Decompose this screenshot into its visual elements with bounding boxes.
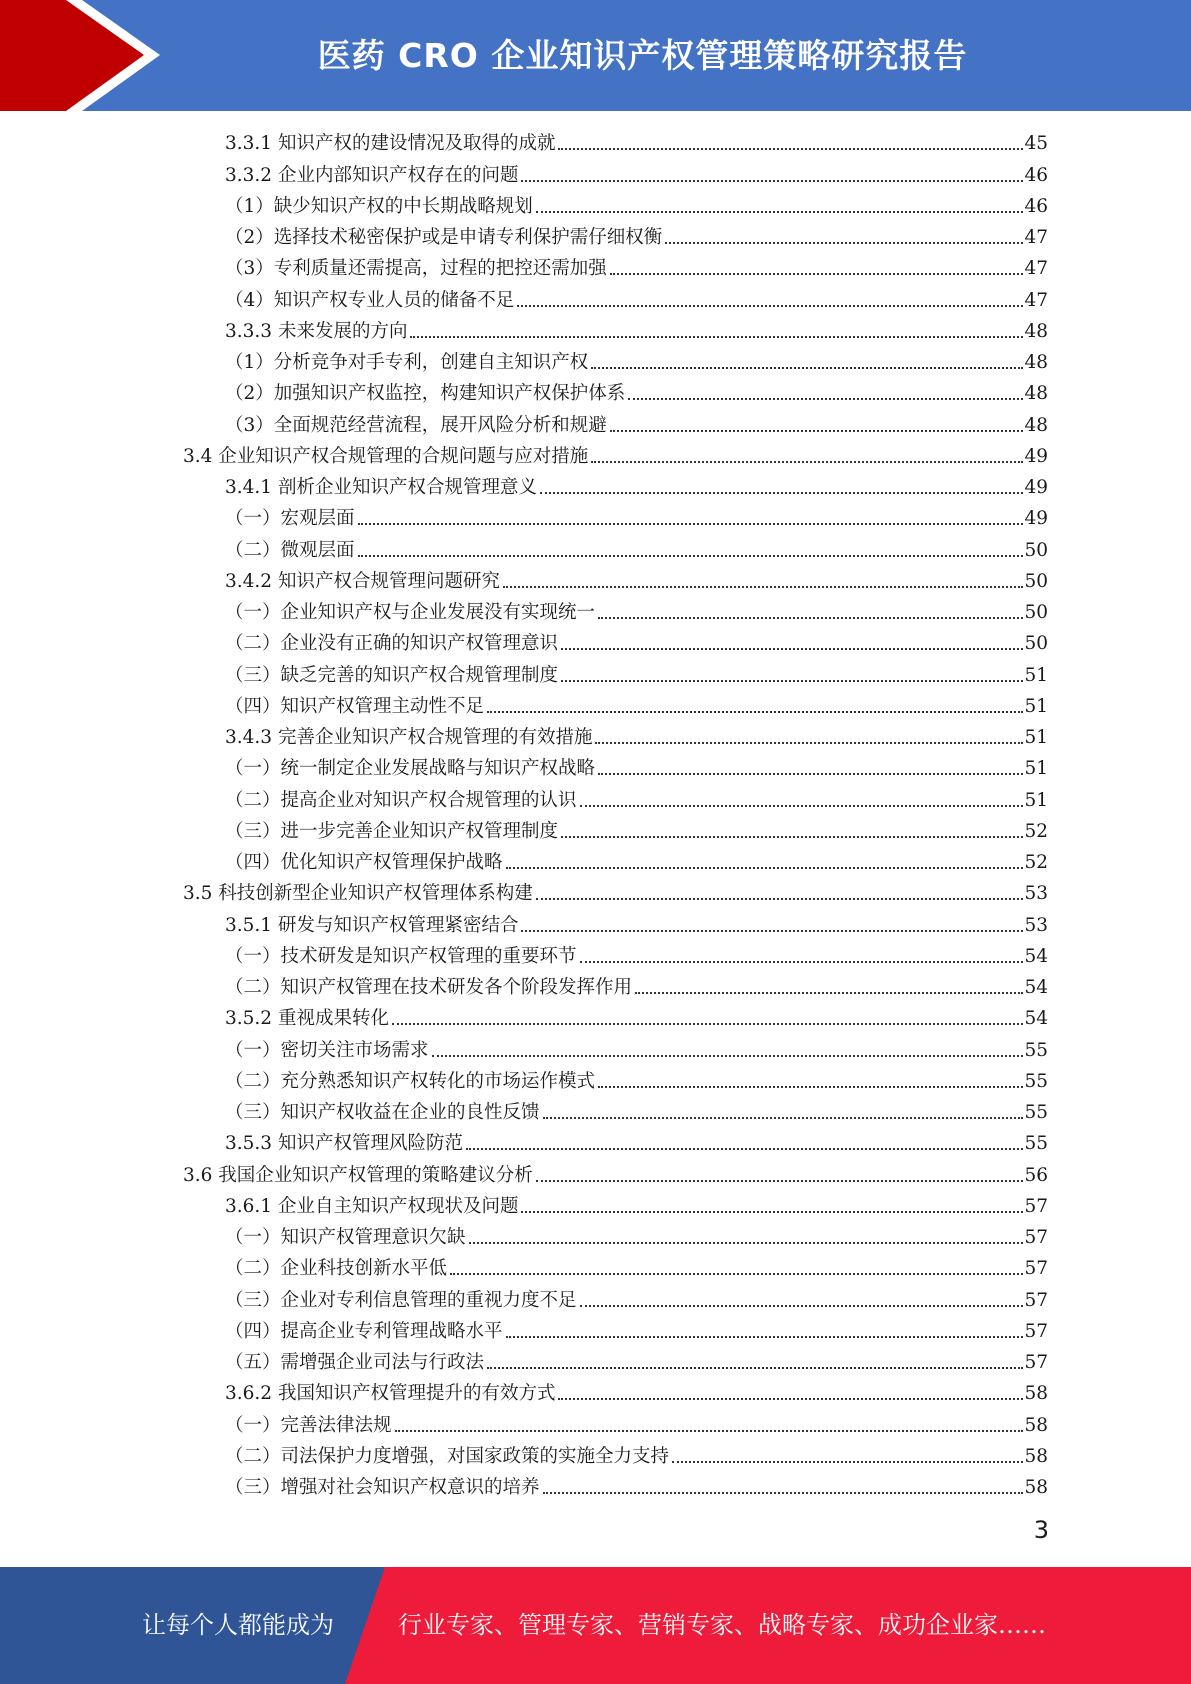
toc-entry[interactable]	[0, 470, 1191, 501]
toc-entry-page: 58	[1024, 1383, 1048, 1405]
toc-entry-page: 46	[1024, 164, 1048, 186]
toc-entry-title: 3.5 科技创新型企业知识产权管理体系构建	[183, 883, 533, 905]
toc-entry[interactable]	[0, 720, 1191, 751]
toc-entry-page: 53	[1024, 883, 1048, 905]
toc-entry-title: （三）企业对专利信息管理的重视力度不足	[225, 1289, 577, 1311]
toc-entry[interactable]	[0, 282, 1191, 313]
toc-entry-title: （二）企业没有正确的知识产权管理意识	[225, 633, 559, 655]
toc-entry-page: 55	[1024, 1133, 1048, 1155]
toc-entry-title: （四）提高企业专利管理战略水平	[225, 1320, 503, 1342]
toc-entry-page: 52	[1024, 820, 1048, 842]
toc-entry-title: 3.4 企业知识产权合规管理的合规问题与应对措施	[183, 445, 589, 467]
toc-entry[interactable]	[0, 376, 1191, 407]
toc-dot-leader	[543, 1492, 1024, 1494]
toc-entry[interactable]	[0, 189, 1191, 220]
toc-dot-leader	[432, 1055, 1024, 1057]
header-red-arrow	[0, 0, 150, 111]
toc-entry-title: 3.4.2 知识产权合规管理问题研究	[225, 570, 500, 592]
toc-entry-page: 49	[1024, 477, 1048, 498]
toc-entry-title: 3.6.1 企业自主知识产权现状及问题	[225, 1195, 519, 1217]
toc-entry-title: （一）宏观层面	[225, 508, 355, 530]
page-header	[0, 0, 1191, 111]
toc-entry[interactable]	[0, 876, 1191, 907]
toc-entry-page: 57	[1024, 1352, 1048, 1373]
toc-entry-page: 46	[1024, 195, 1048, 217]
toc-entry-title: 3.5.2 重视成果转化	[225, 1008, 389, 1030]
toc-entry-page: 49	[1024, 445, 1048, 467]
toc-entry-title: （二）充分熟悉知识产权转化的市场运作模式	[225, 1070, 596, 1092]
toc-entry-page: 54	[1024, 977, 1048, 998]
toc-entry[interactable]	[0, 439, 1191, 470]
toc-dot-leader	[536, 898, 1024, 900]
toc-dot-leader	[521, 180, 1023, 182]
toc-entry-title: 3.3.1 知识产权的建设情况及取得的成就	[225, 133, 556, 155]
toc-entry-title: （一）完善法律法规	[225, 1414, 392, 1436]
toc-dot-leader	[536, 211, 1024, 213]
toc-dot-leader	[487, 711, 1023, 713]
toc-dot-leader	[469, 1242, 1024, 1244]
toc-dot-leader	[450, 1273, 1023, 1275]
toc-entry-page: 47	[1024, 258, 1048, 280]
page-footer	[0, 1567, 1191, 1684]
toc-dot-leader	[580, 961, 1024, 963]
toc-dot-leader	[558, 1398, 1023, 1400]
toc-entry-page: 57	[1024, 1195, 1048, 1217]
toc-entry-page: 48	[1024, 414, 1048, 436]
toc-entry-page: 45	[1024, 133, 1048, 155]
toc-dot-leader	[466, 1148, 1023, 1150]
toc-dot-leader	[358, 523, 1024, 525]
toc-dot-leader	[635, 992, 1023, 994]
toc-entry-title: （三）增强对社会知识产权意识的培养	[225, 1477, 540, 1498]
toc-entry[interactable]	[0, 939, 1191, 970]
toc-entry[interactable]	[0, 1345, 1191, 1376]
toc-entry[interactable]	[0, 595, 1191, 626]
toc-entry[interactable]	[0, 970, 1191, 1001]
toc-entry-title: （3）全面规范经营流程，展开风险分析和规避	[225, 414, 607, 436]
toc-entry[interactable]	[0, 1157, 1191, 1188]
toc-entry[interactable]	[0, 1095, 1191, 1126]
toc-entry-title: （一）密切关注市场需求	[225, 1039, 429, 1061]
toc-dot-leader	[610, 273, 1024, 275]
toc-entry-page: 48	[1024, 383, 1048, 405]
toc-entry-title: 3.4.1 剖析企业知识产权合规管理意义	[225, 477, 537, 498]
toc-entry-title: 3.5.1 研发与知识产权管理紧密结合	[225, 914, 519, 936]
page-title: 医药 CRO 企业知识产权管理策略研究报告	[317, 36, 968, 75]
toc-entry[interactable]	[0, 1470, 1191, 1501]
toc-entry-page: 50	[1024, 570, 1048, 592]
toc-entry-title: 3.3.3 未来发展的方向	[225, 320, 408, 342]
toc-entry-title: （三）缺乏完善的知识产权合规管理制度	[225, 664, 559, 686]
toc-entry[interactable]	[0, 157, 1191, 188]
toc-entry-title: （二）企业科技创新水平低	[225, 1258, 448, 1280]
toc-entry[interactable]	[0, 345, 1191, 376]
toc-entry-title: （二）微观层面	[225, 539, 355, 561]
toc-dot-leader	[672, 1461, 1023, 1463]
toc-dot-leader	[610, 430, 1024, 432]
footer-slogan-left: 让每个人都能成为	[142, 1611, 334, 1639]
toc-entry-title: 3.5.3 知识产权管理风险防范	[225, 1133, 463, 1155]
toc-entry-page: 57	[1024, 1258, 1048, 1280]
toc-dot-leader	[358, 555, 1024, 557]
toc-entry-title: 3.3.2 企业内部知识产权存在的问题	[225, 164, 519, 186]
toc-entry-page: 53	[1024, 914, 1048, 936]
toc-entry-title: （二）司法保护力度增强，对国家政策的实施全力支持	[225, 1445, 670, 1467]
toc-entry[interactable]	[0, 626, 1191, 657]
toc-entry-page: 50	[1024, 633, 1048, 655]
toc-entry[interactable]	[0, 751, 1191, 782]
toc-dot-leader	[598, 1086, 1023, 1088]
toc-entry[interactable]	[0, 657, 1191, 688]
toc-dot-leader	[558, 148, 1023, 150]
page-number: 3	[1033, 1516, 1049, 1544]
toc-entry-page: 57	[1024, 1320, 1048, 1342]
toc-entry[interactable]	[0, 1314, 1191, 1345]
footer-slogan-right: 行业专家、管理专家、营销专家、战略专家、成功企业家……	[398, 1611, 1046, 1639]
toc-entry-title: （四）知识产权管理主动性不足	[225, 695, 485, 717]
toc-dot-leader	[521, 1211, 1023, 1213]
toc-entry[interactable]	[0, 220, 1191, 251]
toc-dot-leader	[561, 680, 1023, 682]
toc-entry[interactable]	[0, 126, 1191, 157]
toc-entry-title: 3.6 我国企业知识产权管理的策略建议分析	[183, 1164, 533, 1186]
toc-entry[interactable]	[0, 532, 1191, 563]
toc-entry-page: 51	[1024, 695, 1048, 717]
toc-entry[interactable]	[0, 1439, 1191, 1470]
toc-dot-leader	[591, 461, 1023, 463]
toc-entry[interactable]	[0, 1282, 1191, 1313]
toc-entry[interactable]	[0, 907, 1191, 938]
toc-entry-page: 51	[1024, 789, 1048, 811]
toc-entry[interactable]	[0, 501, 1191, 532]
toc-entry[interactable]	[0, 1032, 1191, 1063]
toc-entry-page: 52	[1024, 852, 1048, 873]
toc-entry-title: （一）企业知识产权与企业发展没有实现统一	[225, 602, 596, 623]
toc-entry-page: 47	[1024, 289, 1048, 311]
toc-entry-page: 58	[1024, 1414, 1048, 1436]
toc-entry[interactable]	[0, 689, 1191, 720]
toc-entry[interactable]	[0, 814, 1191, 845]
toc-entry-page: 54	[1024, 1008, 1048, 1030]
toc-dot-leader	[628, 398, 1023, 400]
toc-dot-leader	[392, 1023, 1023, 1025]
toc-entry-page: 54	[1024, 945, 1048, 967]
table-of-contents	[0, 126, 1191, 1501]
toc-entry[interactable]	[0, 1126, 1191, 1157]
toc-entry-title: （三）知识产权收益在企业的良性反馈	[225, 1102, 540, 1123]
toc-entry[interactable]	[0, 1064, 1191, 1095]
toc-dot-leader	[503, 586, 1023, 588]
toc-entry[interactable]	[0, 1001, 1191, 1032]
toc-entry[interactable]	[0, 782, 1191, 813]
toc-dot-leader	[540, 492, 1023, 494]
toc-entry-page: 55	[1024, 1070, 1048, 1092]
toc-entry-title: 3.6.2 我国知识产权管理提升的有效方式	[225, 1383, 556, 1405]
toc-entry-page: 56	[1024, 1164, 1048, 1186]
toc-entry-title: （二）知识产权管理在技术研发各个阶段发挥作用	[225, 977, 633, 998]
toc-dot-leader	[536, 1180, 1024, 1182]
toc-entry-page: 48	[1024, 352, 1048, 373]
toc-entry-page: 57	[1024, 1227, 1048, 1248]
toc-entry[interactable]	[0, 1376, 1191, 1407]
toc-entry-title: （三）进一步完善企业知识产权管理制度	[225, 820, 559, 842]
toc-entry[interactable]	[0, 1220, 1191, 1251]
toc-entry[interactable]	[0, 564, 1191, 595]
toc-entry-page: 47	[1024, 227, 1048, 248]
toc-entry-page: 48	[1024, 320, 1048, 342]
toc-entry-title: （3）专利质量还需提高，过程的把控还需加强	[225, 258, 607, 280]
toc-entry-title: （2）加强知识产权监控，构建知识产权保护体系	[225, 383, 626, 405]
toc-entry-title: （1）分析竞争对手专利，创建自主知识产权	[225, 352, 589, 373]
toc-entry-title: （1）缺少知识产权的中长期战略规划	[225, 195, 533, 217]
toc-entry-title: （二）提高企业对知识产权合规管理的认识	[225, 789, 577, 811]
toc-dot-leader	[506, 1336, 1024, 1338]
toc-entry-page: 51	[1024, 664, 1048, 686]
toc-entry-page: 50	[1024, 539, 1048, 561]
toc-entry-title: （五）需增强企业司法与行政法	[225, 1352, 485, 1373]
toc-entry[interactable]	[0, 1407, 1191, 1438]
toc-entry-page: 57	[1024, 1289, 1048, 1311]
toc-entry-title: （2）选择技术秘密保护或是申请专利保护需仔细权衡	[225, 227, 663, 248]
toc-entry-title: （一）知识产权管理意识欠缺	[225, 1227, 466, 1248]
toc-entry[interactable]	[0, 1189, 1191, 1220]
toc-dot-leader	[395, 1430, 1024, 1432]
toc-dot-leader	[598, 773, 1023, 775]
toc-entry-title: （四）优化知识产权管理保护战略	[225, 852, 503, 873]
toc-entry-page: 58	[1024, 1445, 1048, 1467]
toc-entry[interactable]	[0, 407, 1191, 438]
toc-entry[interactable]	[0, 251, 1191, 282]
toc-entry-page: 55	[1024, 1102, 1048, 1123]
toc-entry-page: 49	[1024, 508, 1048, 530]
toc-entry-page: 51	[1024, 758, 1048, 780]
toc-dot-leader	[506, 867, 1024, 869]
toc-entry[interactable]	[0, 1251, 1191, 1282]
toc-dot-leader	[410, 336, 1023, 338]
toc-entry[interactable]	[0, 845, 1191, 876]
toc-entry-title: （4）知识产权专业人员的储备不足	[225, 289, 515, 311]
toc-dot-leader	[598, 617, 1023, 619]
toc-dot-leader	[487, 1367, 1023, 1369]
toc-dot-leader	[580, 1305, 1024, 1307]
toc-dot-leader	[580, 805, 1024, 807]
toc-entry-page: 50	[1024, 602, 1048, 623]
toc-dot-leader	[517, 305, 1023, 307]
toc-entry-title: （一）技术研发是知识产权管理的重要环节	[225, 945, 577, 967]
toc-entry-page: 58	[1024, 1477, 1048, 1498]
toc-entry-page: 55	[1024, 1039, 1048, 1061]
toc-dot-leader	[665, 242, 1023, 244]
toc-dot-leader	[561, 836, 1023, 838]
toc-entry[interactable]	[0, 314, 1191, 345]
toc-dot-leader	[543, 1117, 1024, 1119]
toc-entry-title: （一）统一制定企业发展战略与知识产权战略	[225, 758, 596, 780]
toc-dot-leader	[591, 367, 1023, 369]
toc-dot-leader	[521, 930, 1023, 932]
toc-entry-page: 51	[1024, 727, 1048, 748]
toc-dot-leader	[561, 648, 1023, 650]
toc-dot-leader	[595, 742, 1023, 744]
toc-entry-title: 3.4.3 完善企业知识产权合规管理的有效措施	[225, 727, 593, 748]
